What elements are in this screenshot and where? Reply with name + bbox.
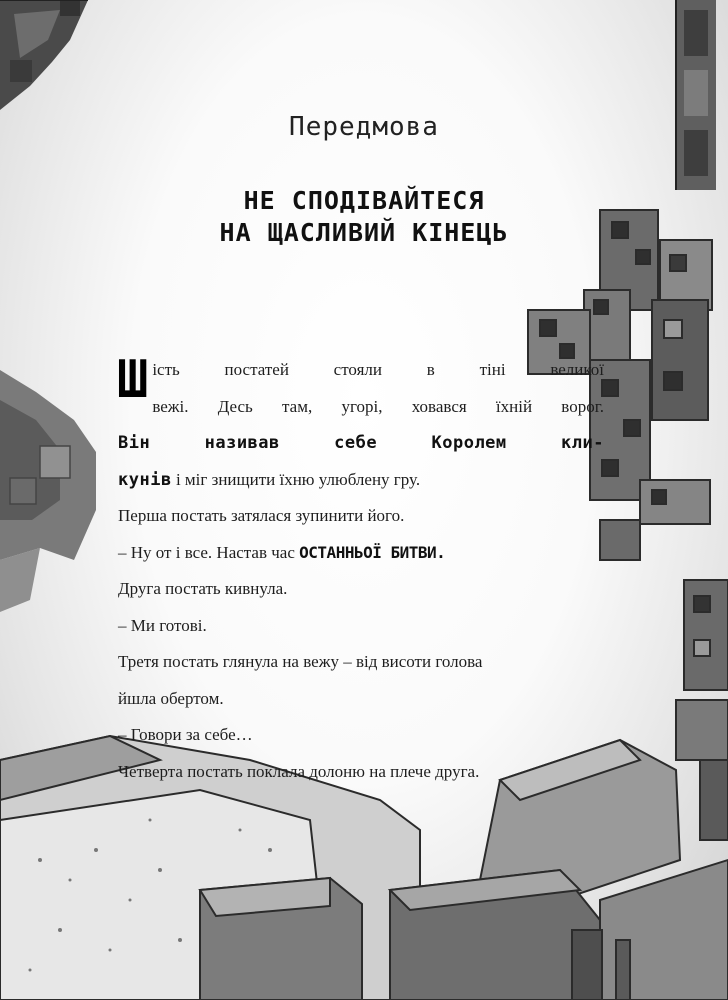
paragraph-line-5: Перша постать затялася зупинити його. <box>118 506 405 525</box>
chapter-title-line-2: НА ЩАСЛИВИЙ КІНЕЦЬ <box>219 218 509 247</box>
paragraph-line-12: Четверта постать поклала долоню на плече друга. <box>118 761 480 781</box>
paragraph-line-6 <box>118 535 604 572</box>
blocky-wall-left <box>0 370 96 612</box>
paragraph-line-8: – Ми готові. <box>118 615 207 635</box>
paragraph-line-10: йшла обертом. <box>118 688 224 708</box>
paragraph-line-2: вежі. Десь там, угорі, ховався їхній ворог. <box>152 396 604 416</box>
paragraph-line-11: – Говори за себе… <box>118 725 253 744</box>
line-6-text: – Ну от і все. Настав час <box>118 542 300 562</box>
paragraph-line-7: Друга постать кивнула. <box>118 579 288 598</box>
stylized-phrase: Він називав себе Королем кли- <box>118 433 604 453</box>
drop-cap: Ш <box>117 350 149 410</box>
line-4-text: і міг знищити їхню улюблену гру. <box>171 469 421 489</box>
stylized-last-battle: ОСТАННЬОЇ БИТВИ. <box>299 542 446 562</box>
paragraph-line-9: Третя постать глянула на вежу – від висоти голова <box>118 652 483 671</box>
pixel-pillar-lower-right <box>676 580 728 840</box>
line-1-text: ість постатей стояли в тіні великої <box>152 360 604 379</box>
paragraph-line-4 <box>118 462 604 499</box>
chapter-title-line-1: НЕ СПОДІВАЙТЕСЯ <box>243 186 485 215</box>
story-text <box>118 352 604 790</box>
pixel-pillar-top-right <box>676 0 716 190</box>
section-label: Передмова <box>289 112 439 142</box>
blocky-tower-top-left <box>0 0 88 110</box>
stylized-phrase-end: кунів <box>118 469 172 490</box>
paragraph-line-3 <box>118 425 604 462</box>
